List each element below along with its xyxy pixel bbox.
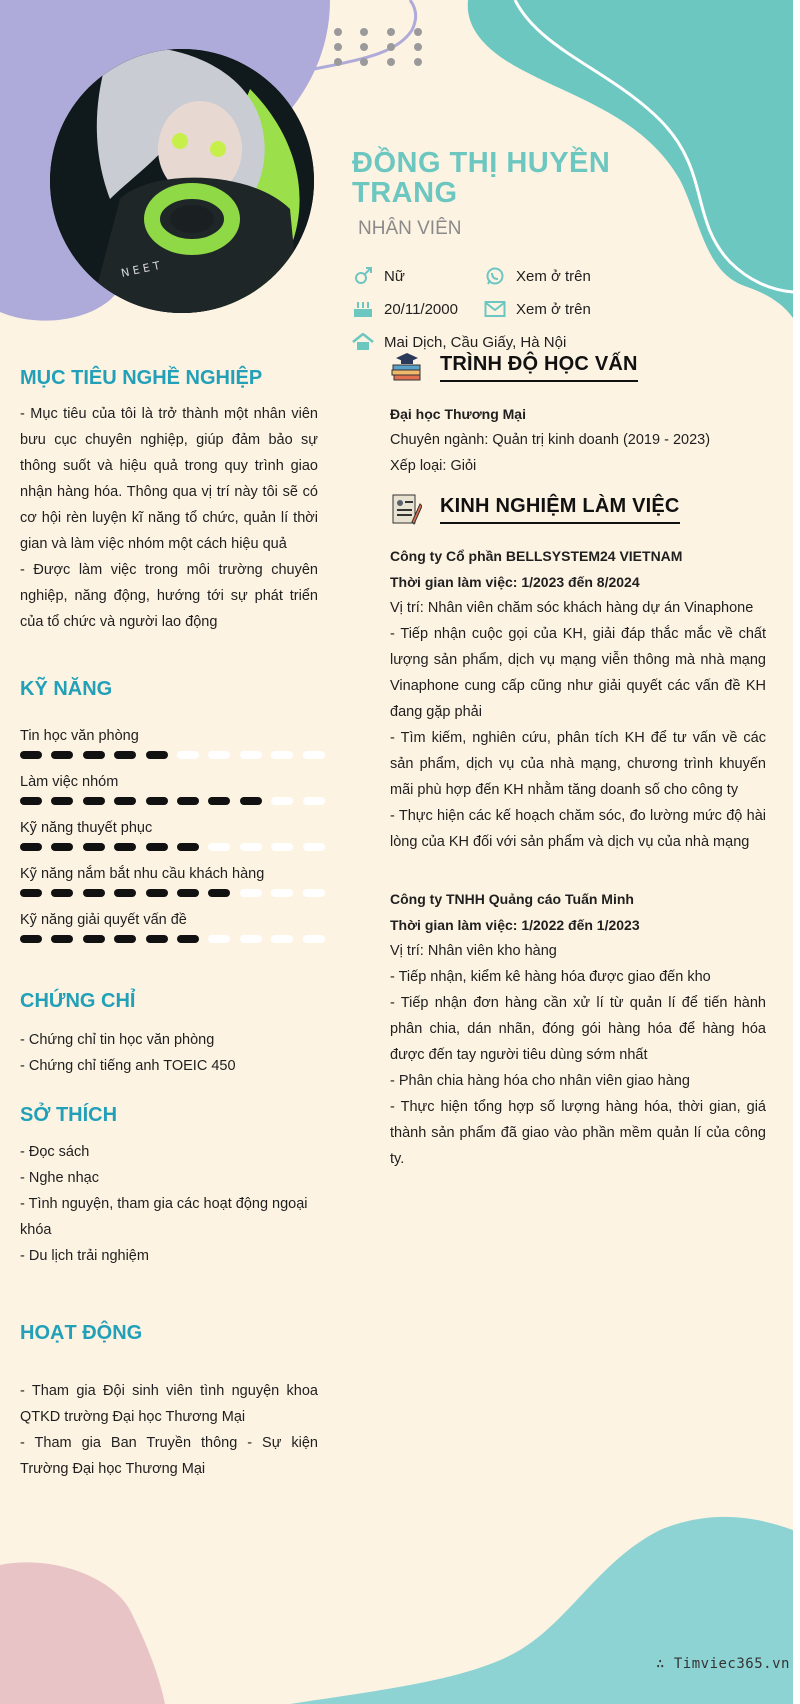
whatsapp-icon (484, 266, 506, 286)
skill-dot-empty (271, 797, 293, 805)
birthday-cake-icon (352, 299, 374, 319)
objective-paragraph: - Được làm việc trong môi trường chuyên nghiệp, năng động, hướng tới sự phát triển của tổ chức và người lao động (20, 562, 318, 630)
job-time: Thời gian làm việc: 1/2023 đến 8/2024 (390, 574, 640, 590)
skill-level-meter (20, 751, 334, 759)
skill-dot-empty (208, 935, 230, 943)
skill-label: Kỹ năng nắm bắt nhu cầu khách hàng (20, 866, 265, 882)
job-company: Công ty TNHH Quảng cáo Tuấn Minh (390, 891, 634, 907)
objective-title: MỤC TIÊU NGHỀ NGHIỆP (20, 367, 263, 389)
phone-row (484, 266, 591, 286)
activity-item: - Tham gia Ban Truyền thông - Sự kiện Trường Đại học Thương Mại (20, 1435, 318, 1477)
email-value: Xem ở trên (516, 300, 591, 318)
job-duty: - Tiếp nhận cuộc gọi của KH, giải đáp thắc mắc về chất lượng sản phẩm, dịch vụ mạng viễn thông mà nhà mạng Vinaphone cung cấp cũng như giải quyết các vấn đề KH đang gặp phải (390, 626, 766, 720)
skill-dot-filled (240, 797, 262, 805)
skill-dot-filled (20, 843, 42, 851)
graduation-books-icon (390, 350, 422, 384)
experience-header (390, 492, 680, 526)
birthday-value: 20/11/2000 (384, 300, 458, 318)
email-row (484, 299, 591, 319)
education-major: Chuyên ngành: Quản trị kinh doanh (2019 - 2023) (390, 432, 711, 448)
skill-dot-filled (114, 797, 136, 805)
hobbies-title: SỞ THÍCH (20, 1104, 118, 1126)
skill-dot-filled (51, 797, 73, 805)
job-1 (390, 543, 766, 855)
skill-dot-empty (240, 843, 262, 851)
skill-dot-filled (177, 797, 199, 805)
avatar-illustration (50, 49, 314, 313)
job-duty: - Thực hiện tổng hợp số lượng hàng hóa, thời gian, giá thành sản phẩm đã giao vào phần mềm quản lí của công ty. (390, 1099, 766, 1167)
skill-dot-empty (271, 935, 293, 943)
activities-title: HOẠT ĐỘNG (20, 1322, 143, 1344)
job-duty: - Tìm kiếm, nghiên cứu, phân tích KH để tư vấn về các sản phẩm, dịch vụ của nhà mạng, chương trình khuyến mãi phù hợp đến KH nhằm tăng doanh số cho công ty (390, 730, 766, 798)
hobby-item: - Nghe nhạc (20, 1170, 99, 1186)
envelope-icon (484, 299, 506, 319)
job-role: Vị trí: Nhân viên chăm sóc khách hàng dự án Vinaphone (390, 600, 754, 616)
skill-dot-empty (240, 935, 262, 943)
skill-dot-filled (208, 889, 230, 897)
skill-dot-empty (303, 935, 325, 943)
skill-dot-filled (177, 889, 199, 897)
skill-dot-filled (177, 843, 199, 851)
gender-icon (352, 266, 374, 286)
avatar (50, 49, 314, 313)
activities-list (20, 1378, 318, 1482)
education-body (390, 401, 766, 479)
skill-dot-filled (83, 935, 105, 943)
skill-dot-filled (114, 889, 136, 897)
education-title: TRÌNH ĐỘ HỌC VẤN (440, 353, 638, 382)
job-company: Công ty Cổ phần BELLSYSTEM24 VIETNAM (390, 548, 683, 564)
job-duty: - Thực hiện các kế hoạch chăm sóc, đo lường mức độ hài lòng của KH đối với sản phẩm và dịch vụ của nhà mạng (390, 808, 766, 850)
skill-dot-filled (114, 751, 136, 759)
gender-value: Nữ (384, 267, 405, 285)
phone-value: Xem ở trên (516, 267, 591, 285)
certificate-item: - Chứng chỉ tiếng anh TOEIC 450 (20, 1058, 236, 1074)
education-rank: Xếp loại: Giỏi (390, 458, 477, 474)
activity-item: - Tham gia Đội sinh viên tình nguyện khoa QTKD trường Đại học Thương Mại (20, 1383, 318, 1425)
skill-dot-filled (20, 797, 42, 805)
svg-text:N E E T: N E E T (119, 259, 162, 280)
skill-dot-filled (114, 843, 136, 851)
skill-dot-empty (303, 843, 325, 851)
hobby-item: - Tình nguyện, tham gia các hoạt động ngoại khóa (20, 1196, 308, 1238)
objective-paragraph: - Mục tiêu của tôi là trở thành một nhân viên bưu cục chuyên nghiệp, giúp đảm bảo sự thông suốt và hiệu quả trong quy trình giao nhận hàng hóa. Thông qua vị trí này tôi sẽ có cơ hội rèn luyện kĩ năng tổ chức, quản lí thời gian và làm việc nhóm một cách hiệu quả (20, 406, 318, 552)
job-duty: - Phân chia hàng hóa cho nhân viên giao hàng (390, 1073, 690, 1089)
skill-dot-filled (20, 889, 42, 897)
hobby-item: - Du lịch trải nghiệm (20, 1248, 149, 1264)
skill-label: Tin học văn phòng (20, 728, 139, 744)
full-name: ĐỒNG THỊ HUYỀN TRANG (352, 147, 611, 209)
skill-dot-empty (303, 797, 325, 805)
skill-dot-filled (51, 843, 73, 851)
hobby-item: - Đọc sách (20, 1144, 90, 1160)
skill-dot-filled (208, 797, 230, 805)
certificates-title: CHỨNG CHỈ (20, 990, 136, 1012)
home-icon (352, 332, 374, 352)
school-name: Đại học Thương Mại (390, 406, 526, 422)
skill-dot-empty (208, 843, 230, 851)
skill-dot-empty (240, 751, 262, 759)
experience-title: KINH NGHIỆM LÀM VIỆC (440, 495, 680, 524)
skill-dot-filled (20, 751, 42, 759)
skill-level-meter (20, 797, 334, 805)
skill-dot-empty (208, 751, 230, 759)
address-row (352, 332, 566, 352)
skill-level-meter (20, 935, 334, 943)
skill-dot-empty (303, 889, 325, 897)
skill-dot-filled (51, 889, 73, 897)
certificates-list (20, 1027, 318, 1079)
skill-label: Kỹ năng giải quyết vấn đề (20, 912, 187, 928)
hobbies-list (20, 1139, 318, 1269)
skill-dot-filled (146, 797, 168, 805)
certificate-item: - Chứng chỉ tin học văn phòng (20, 1032, 215, 1048)
skill-dot-empty (303, 751, 325, 759)
objective-text (20, 401, 318, 635)
birthday-row (352, 299, 458, 319)
teal-bottom-blob (290, 1517, 793, 1704)
gender-row (352, 266, 405, 286)
skill-dot-filled (83, 797, 105, 805)
skill-dot-filled (83, 889, 105, 897)
skill-dot-empty (271, 751, 293, 759)
job-duty: - Tiếp nhận, kiểm kê hàng hóa được giao đến kho (390, 969, 711, 985)
skill-dot-filled (83, 751, 105, 759)
pink-blob (0, 1562, 165, 1704)
skill-label: Làm việc nhóm (20, 774, 119, 790)
skill-level-meter (20, 889, 334, 897)
skill-dot-empty (271, 889, 293, 897)
skill-dot-filled (146, 889, 168, 897)
skill-dot-empty (177, 751, 199, 759)
skill-dot-empty (240, 889, 262, 897)
watermark: ∴ Timviec365.vn (656, 1656, 790, 1672)
job-position: NHÂN VIÊN (358, 218, 462, 239)
skill-dot-filled (146, 751, 168, 759)
skill-dot-empty (271, 843, 293, 851)
education-header (390, 350, 638, 384)
skill-level-meter (20, 843, 334, 851)
skill-dot-filled (146, 843, 168, 851)
skill-dot-filled (177, 935, 199, 943)
job-role: Vị trí: Nhân viên kho hàng (390, 943, 557, 959)
skill-dot-filled (51, 935, 73, 943)
skill-dot-filled (114, 935, 136, 943)
skills-title: KỸ NĂNG (20, 678, 113, 700)
skill-dot-filled (146, 935, 168, 943)
job-duty: - Tiếp nhận đơn hàng cần xử lí từ quản lí để tiến hành phân chia, dán nhãn, đóng gói hàng hóa để hàng hóa được đến tay người tiêu dùng sớm nhất (390, 995, 766, 1063)
job-2 (390, 886, 766, 1172)
job-time: Thời gian làm việc: 1/2022 đến 1/2023 (390, 917, 640, 933)
skill-dot-filled (20, 935, 42, 943)
skill-dot-filled (51, 751, 73, 759)
address-value: Mai Dịch, Cầu Giấy, Hà Nội (384, 333, 567, 351)
resume-icon (390, 492, 422, 526)
skill-label: Kỹ năng thuyết phục (20, 820, 153, 836)
skill-dot-filled (83, 843, 105, 851)
